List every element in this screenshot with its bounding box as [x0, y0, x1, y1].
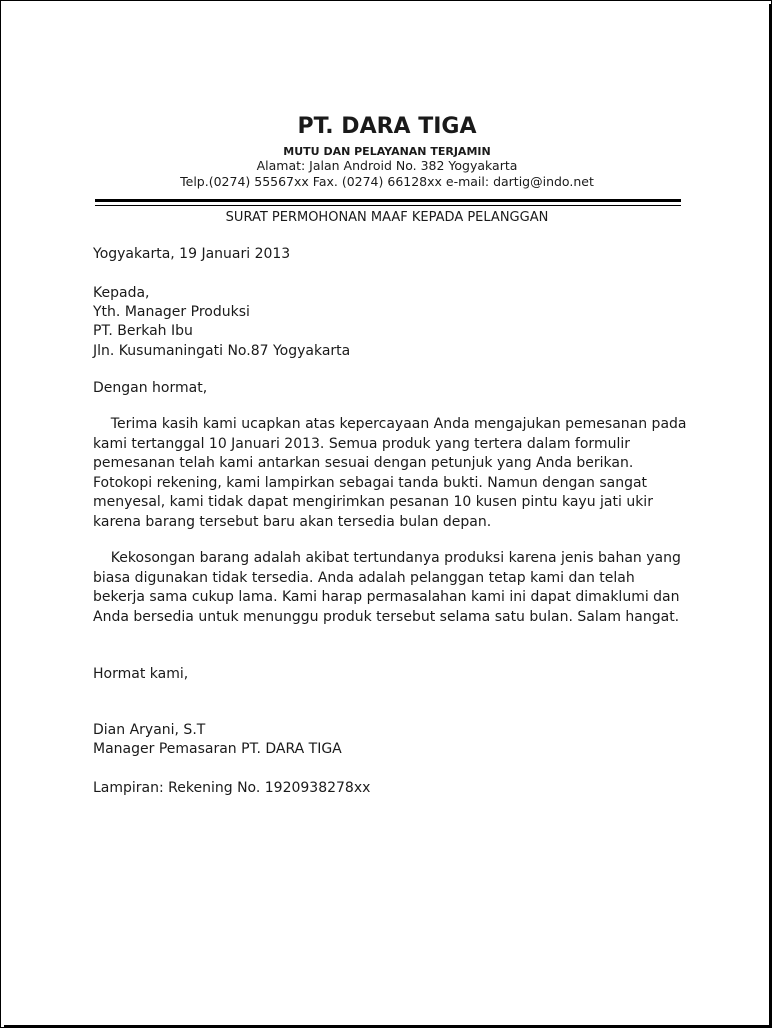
closing: Hormat kami, [93, 666, 189, 682]
signer-name: Dian Aryani, S.T [93, 722, 206, 738]
salutation: Dengan hormat, [93, 380, 208, 396]
paragraph-line: bekerja sama cukup lama. Kami harap permasalahan kami ini dapat dimaklumi dan [93, 589, 680, 605]
paragraph-line: Anda bersedia untuk menunggu produk tersebut selama satu bulan. Salam hangat. [93, 608, 680, 625]
company-name: PT. DARA TIGA [297, 114, 477, 139]
letterhead-rule-thin [95, 205, 681, 206]
attachment-note: Lampiran: Rekening No. 1920938278xx [93, 780, 371, 796]
recipient-address: Jln. Kusumaningati No.87 Yogyakarta [93, 343, 351, 359]
paragraph-line: menyesal, kami tidak dapat mengirimkan pesanan 10 kusen pintu kayu jati ukir [93, 494, 653, 510]
paragraph-line: kami tertanggal 10 Januari 2013. Semua produk yang tertera dalam formulir [93, 435, 630, 452]
body-paragraph-2 [93, 549, 683, 627]
recipient-to: Kepada, [93, 285, 150, 301]
company-tagline: MUTU DAN PELAYANAN TERJAMIN [283, 145, 491, 158]
paragraph-line: Fotokopi rekening, kami lampirkan sebagai tanda bukti. Namun dengan sangat [93, 474, 648, 491]
recipient-company: PT. Berkah Ibu [93, 323, 193, 339]
letterhead-rule-thick [95, 199, 681, 202]
recipient-title: Yth. Manager Produksi [93, 304, 250, 320]
body-paragraph-1 [93, 415, 687, 532]
company-address: Alamat: Jalan Android No. 382 Yogyakarta [256, 158, 518, 173]
company-contact: Telp.(0274) 55567xx Fax. (0274) 66128xx e-mail: dartig@indo.net [180, 174, 594, 189]
date-line: Yogyakarta, 19 Januari 2013 [93, 246, 291, 262]
letter-subject: SURAT PERMOHONAN MAAF KEPADA PELANGGAN [225, 210, 549, 225]
signer-position: Manager Pemasaran PT. DARA TIGA [93, 741, 342, 757]
paragraph-line: pemesanan telah kami antarkan sesuai dengan petunjuk yang Anda berikan. [93, 455, 634, 471]
paragraph-line: biasa digunakan tidak tersedia. Anda adalah pelanggan tetap kami dan telah [93, 569, 635, 586]
paragraph-line: Terima kasih kami ucapkan atas kepercayaan Anda mengajukan pemesanan pada [93, 416, 687, 432]
paragraph-line: Kekosongan barang adalah akibat tertundanya produksi karena jenis bahan yang [93, 550, 681, 566]
paragraph-line: karena barang tersebut baru akan tersedia bulan depan. [93, 513, 492, 530]
